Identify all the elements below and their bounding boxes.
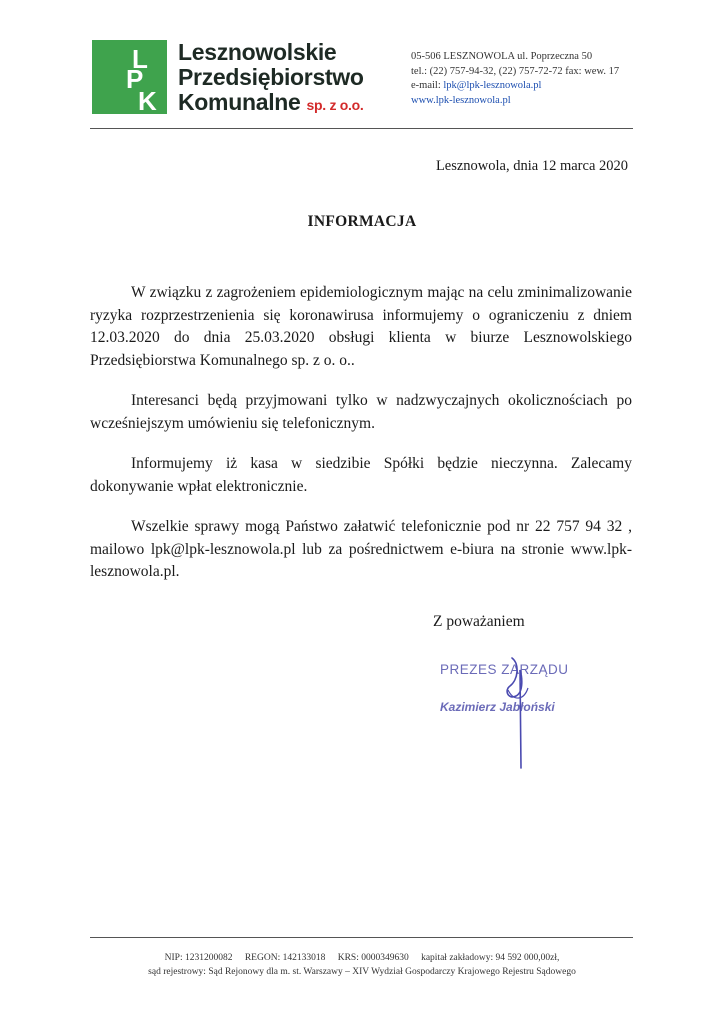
letter-date: Lesznowola, dnia 12 marca 2020 [435, 158, 628, 174]
footer-capital: kapitał zakładowy: 94 592 000,00zł, [421, 953, 560, 963]
footer-krs: KRS: 0000349630 [337, 953, 409, 963]
stamp-title: PREZES ZARZĄDU [440, 662, 569, 677]
paragraph-3: Informujemy iż kasa w siedzibie Spółki będzie nieczynna. Zalecamy dokonywanie wpłat elektronicznie. [90, 455, 632, 495]
contact-email-row [411, 79, 619, 94]
letter-title: INFORMACJA [307, 213, 417, 230]
company-name-line3: Komunalne [178, 89, 301, 115]
contact-email-link[interactable]: lpk@lpk-lesznowola.pl [443, 80, 542, 91]
paragraph-1: W związku z zagrożeniem epidemiologicznym mając na celu zminimalizowanie ryzyka rozprzestrzenienia się koronawirusa informujemy o ograniczeniu z dniem 12.03.2020 do dnia 25.03.2020 obsługi klienta w biurze Lesznowolskiego Przedsiębiorstwa Komunalnego sp. z o. o.. [90, 284, 632, 369]
letter-body [90, 282, 632, 602]
contact-block [411, 50, 619, 108]
company-name-line2: Przedsiębiorstwo [178, 64, 364, 90]
stamp-name: Kazimierz Jabłoński [440, 700, 555, 714]
letter-closing: Z poważaniem [433, 613, 525, 630]
company-name-line1: Lesznowolskie [178, 39, 337, 65]
paragraph-2: Interesanci będą przyjmowani tylko w nadzwyczajnych okolicznościach po wcześniejszym umówieniu się telefonicznym. [90, 392, 632, 432]
contact-address: 05-506 LESZNOWOLA ul. Poprzeczna 50 [411, 51, 593, 62]
company-name-line3-wrap [178, 90, 364, 118]
footer-court: sąd rejestrowy: Sąd Rejonowy dla m. st. Warszawy – XIV Wydział Gospodarczy Krajowego Rejestru Sądowego [148, 967, 576, 977]
footer-regon: REGON: 142133018 [244, 953, 326, 963]
logo-letter-k: K [138, 86, 157, 116]
company-name [178, 40, 364, 118]
footer-registry-row [0, 951, 724, 965]
paragraph-4: Wszelkie sprawy mogą Państwo załatwić telefonicznie pod nr 22 757 94 32 , mailowo lpk@lpk-lesznowola.pl lub za pośrednictwem e-biura na stronie www.lpk-lesznowola.pl. [90, 518, 632, 580]
logo-letter-p: P [126, 64, 144, 94]
signature-mark [490, 650, 550, 770]
header-divider [90, 128, 633, 129]
logo-letter-l: L [132, 44, 148, 74]
company-logo [92, 40, 167, 114]
footer-divider [90, 937, 633, 938]
contact-website-link[interactable]: www.lpk-lesznowola.pl [411, 94, 511, 106]
footer-nip: NIP: 1231200082 [164, 953, 233, 963]
contact-email-label: e-mail: [411, 80, 444, 91]
footer [0, 951, 724, 979]
contact-phone: tel.: (22) 757-94-32, (22) 757-72-72 fax: wew. 17 [411, 65, 620, 77]
company-suffix: sp. z o.o. [306, 97, 364, 113]
